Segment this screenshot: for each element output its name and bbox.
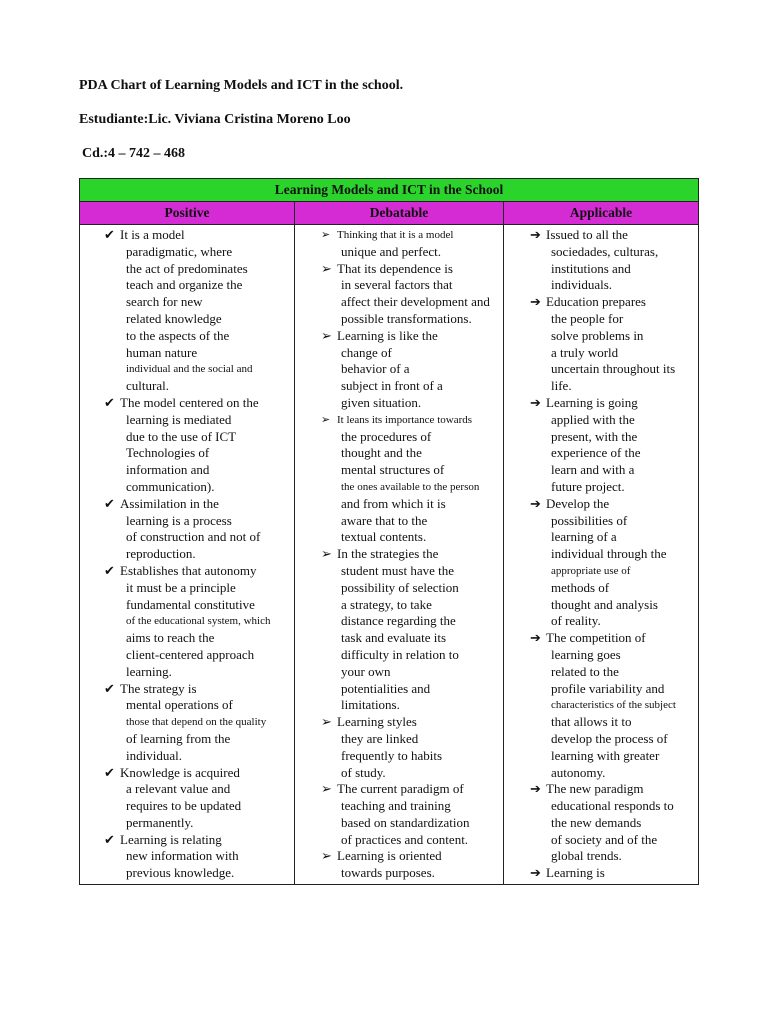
debatable-line-text: the ones available to the person [341, 480, 480, 493]
debatable-line-text: the procedures of [341, 428, 432, 444]
pda-chart-table [79, 178, 699, 885]
applicable-line-text: Education prepares [546, 294, 646, 310]
arrowhead-bullet-icon: ➢ [321, 260, 332, 276]
applicable-line [504, 563, 698, 580]
debatable-line-text: frequently to habits [341, 747, 443, 763]
arrow-bullet-icon: ➔ [530, 781, 541, 797]
debatable-line-text: given situation. [341, 394, 422, 410]
debatable-line-text: In the strategies the [337, 546, 439, 562]
positive-line [80, 848, 294, 865]
checkmark-icon: ✔ [104, 227, 115, 242]
positive-line [80, 865, 294, 882]
positive-line [80, 311, 294, 328]
positive-line-text: those that depend on the quality [126, 716, 267, 729]
positive-line-text: it must be a principle [126, 579, 236, 595]
debatable-line-text: possibility of selection [341, 579, 459, 595]
positive-line [80, 714, 294, 731]
applicable-line-text: Learning is [546, 865, 605, 881]
applicable-line [504, 714, 698, 731]
debatable-line-text: distance regarding the [341, 613, 456, 629]
positive-line [80, 664, 294, 681]
positive-line [80, 748, 294, 765]
debatable-line [295, 731, 503, 748]
debatable-line-text: your own [341, 663, 391, 679]
applicable-line-text: learning with greater [551, 747, 660, 763]
applicable-line [504, 848, 698, 865]
debatable-line [295, 664, 503, 681]
debatable-line [295, 647, 503, 664]
debatable-line-text: student must have the [341, 562, 455, 578]
applicable-list [504, 225, 698, 884]
debatable-line [295, 345, 503, 362]
positive-line [80, 798, 294, 815]
positive-line [80, 697, 294, 714]
positive-line [80, 412, 294, 429]
applicable-line-text: appropriate use of [551, 564, 631, 577]
positive-line-text: information and [126, 462, 210, 478]
positive-line-text: fundamental constitutive [126, 596, 255, 612]
arrowhead-bullet-icon: ➢ [321, 714, 332, 730]
positive-line [80, 244, 294, 261]
arrowhead-bullet-icon: ➢ [321, 848, 332, 864]
positive-line-text: It is a model [120, 227, 185, 242]
applicable-line-text: of society and of the [551, 831, 658, 847]
debatable-line-text: in several factors that [341, 277, 453, 293]
positive-line-text: previous knowledge. [126, 865, 235, 881]
positive-line [80, 462, 294, 479]
applicable-line [504, 664, 698, 681]
applicable-line [504, 580, 698, 597]
debatable-line-text: Thinking that it is a model [337, 229, 454, 241]
debatable-line-text: That its dependence is [337, 260, 453, 276]
positive-line [80, 361, 294, 378]
applicable-line-text: thought and analysis [551, 596, 658, 612]
debatable-line [295, 445, 503, 462]
positive-line [80, 227, 294, 244]
applicable-line [504, 361, 698, 378]
positive-line [80, 765, 294, 782]
positive-line-text: aims to reach the [126, 630, 215, 646]
applicable-line [504, 244, 698, 261]
debatable-line [295, 613, 503, 630]
debatable-line [295, 462, 503, 479]
applicable-cell [504, 225, 699, 885]
arrowhead-bullet-icon: ➢ [321, 413, 331, 426]
arrow-bullet-icon: ➔ [530, 630, 541, 646]
applicable-line [504, 529, 698, 546]
debatable-line [295, 848, 503, 865]
applicable-line-text: related to the [551, 663, 619, 679]
applicable-line-text: Develop the [546, 495, 610, 511]
arrowhead-bullet-icon: ➢ [321, 229, 331, 241]
positive-line-text: Knowledge is acquired [120, 764, 240, 780]
debatable-line [295, 277, 503, 294]
arrow-bullet-icon: ➔ [530, 394, 541, 410]
positive-line [80, 563, 294, 580]
positive-line-text: related knowledge [126, 310, 222, 326]
debatable-line [295, 479, 503, 496]
positive-line-text: reproduction. [126, 546, 196, 562]
positive-line [80, 261, 294, 278]
positive-line-text: individual and the social and [126, 363, 253, 376]
applicable-line-text: learn and with a [551, 462, 635, 478]
debatable-line-text: textual contents. [341, 529, 427, 545]
applicable-line-text: profile variability and [551, 680, 665, 696]
applicable-line [504, 429, 698, 446]
applicable-line-text: that allows it to [551, 714, 632, 730]
column-header-positive: Positive [80, 202, 295, 225]
applicable-line-text: future project. [551, 478, 625, 494]
applicable-line [504, 765, 698, 782]
checkmark-icon: ✔ [104, 394, 115, 410]
positive-line [80, 513, 294, 530]
applicable-line [504, 345, 698, 362]
applicable-line-text: uncertain throughout its [551, 361, 676, 377]
positive-line [80, 681, 294, 698]
debatable-line-text: mental structures of [341, 462, 445, 478]
debatable-line [295, 765, 503, 782]
positive-line-text: a relevant value and [126, 781, 231, 797]
debatable-line-text: Learning is like the [337, 327, 438, 343]
applicable-line-text: applied with the [551, 411, 635, 427]
positive-line [80, 580, 294, 597]
debatable-line [295, 714, 503, 731]
arrowhead-bullet-icon: ➢ [321, 327, 332, 343]
applicable-line-text: solve problems in [551, 327, 644, 343]
debatable-line-text: based on standardization [341, 814, 470, 830]
debatable-line [295, 496, 503, 513]
debatable-line-text: towards purposes. [341, 865, 435, 881]
applicable-line [504, 865, 698, 882]
debatable-line-text: potentialities and [341, 680, 431, 696]
positive-line [80, 496, 294, 513]
debatable-line [295, 244, 503, 261]
debatable-line-text: Learning styles [337, 714, 417, 730]
positive-line-text: mental operations of [126, 697, 233, 713]
positive-line [80, 815, 294, 832]
debatable-line-text: possible transformations. [341, 310, 472, 326]
positive-line [80, 277, 294, 294]
positive-line-text: of learning from the [126, 730, 231, 746]
positive-list [80, 225, 294, 884]
applicable-line [504, 697, 698, 714]
positive-line-text: teach and organize the [126, 277, 243, 293]
debatable-line [295, 681, 503, 698]
applicable-line-text: autonomy. [551, 764, 606, 780]
student-name: Estudiante:Lic. Viviana Cristina Moreno Loo [79, 112, 351, 127]
debatable-line [295, 227, 503, 244]
debatable-line-text: change of [341, 344, 392, 360]
checkmark-icon: ✔ [104, 831, 115, 847]
applicable-line-text: Issued to all the [546, 227, 628, 242]
applicable-line [504, 681, 698, 698]
positive-line [80, 597, 294, 614]
applicable-line [504, 261, 698, 278]
applicable-line-text: individual through the [551, 546, 667, 562]
positive-line-text: individual. [126, 747, 182, 763]
positive-line-text: learning is a process [126, 512, 232, 528]
applicable-line [504, 597, 698, 614]
positive-line [80, 378, 294, 395]
debatable-line-text: and from which it is [341, 495, 446, 511]
arrow-bullet-icon: ➔ [530, 227, 541, 242]
debatable-line [295, 294, 503, 311]
applicable-line [504, 328, 698, 345]
applicable-line-text: methods of [551, 579, 610, 595]
applicable-line [504, 277, 698, 294]
applicable-line [504, 748, 698, 765]
checkmark-icon: ✔ [104, 764, 115, 780]
arrowhead-bullet-icon: ➢ [321, 546, 332, 562]
arrowhead-bullet-icon: ➢ [321, 781, 332, 797]
applicable-line-text: possibilities of [551, 512, 628, 528]
debatable-line-text: affect their development and [341, 294, 490, 310]
debatable-line-text: of practices and content. [341, 831, 469, 847]
positive-line-text: Establishes that autonomy [120, 562, 257, 578]
applicable-line [504, 546, 698, 563]
debatable-cell [295, 225, 504, 885]
positive-line [80, 328, 294, 345]
debatable-line-text: aware that to the [341, 512, 428, 528]
positive-line-text: communication). [126, 478, 215, 494]
applicable-line [504, 445, 698, 462]
debatable-line-text: difficulty in relation to [341, 646, 459, 662]
checkmark-icon: ✔ [104, 680, 115, 696]
arrow-bullet-icon: ➔ [530, 294, 541, 310]
applicable-line [504, 395, 698, 412]
positive-line-text: of construction and not of [126, 529, 261, 545]
applicable-line-text: learning goes [551, 646, 621, 662]
applicable-line [504, 781, 698, 798]
positive-line-text: due to the use of ICT [126, 428, 237, 444]
applicable-line [504, 513, 698, 530]
positive-line [80, 529, 294, 546]
debatable-line-text: limitations. [341, 697, 400, 713]
applicable-line [504, 227, 698, 244]
debatable-line [295, 597, 503, 614]
positive-line-text: the act of predominates [126, 260, 248, 276]
applicable-line-text: Learning is going [546, 394, 638, 410]
positive-line [80, 445, 294, 462]
applicable-line-text: the people for [551, 310, 624, 326]
debatable-line-text: thought and the [341, 445, 422, 461]
debatable-line [295, 798, 503, 815]
positive-line-text: requires to be updated [126, 798, 242, 814]
debatable-line [295, 311, 503, 328]
applicable-line-text: The new paradigm [546, 781, 644, 797]
document-title: PDA Chart of Learning Models and ICT in the school. [79, 78, 404, 93]
positive-line [80, 630, 294, 647]
debatable-line [295, 781, 503, 798]
table-title: Learning Models and ICT in the School [80, 179, 699, 202]
positive-line [80, 781, 294, 798]
applicable-line-text: experience of the [551, 445, 641, 461]
applicable-line-text: institutions and [551, 260, 631, 276]
positive-line [80, 832, 294, 849]
debatable-line [295, 412, 503, 429]
applicable-line [504, 798, 698, 815]
positive-line-text: to the aspects of the [126, 327, 230, 343]
applicable-line-text: individuals. [551, 277, 613, 293]
debatable-line-text: of study. [341, 764, 386, 780]
applicable-line-text: learning of a [551, 529, 617, 545]
applicable-line-text: of reality. [551, 613, 601, 629]
column-header-debatable: Debatable [295, 202, 504, 225]
debatable-line [295, 361, 503, 378]
positive-line-text: Technologies of [126, 445, 210, 461]
applicable-line [504, 647, 698, 664]
debatable-line [295, 429, 503, 446]
positive-line-text: search for new [126, 294, 203, 310]
debatable-line [295, 630, 503, 647]
debatable-line [295, 378, 503, 395]
debatable-line [295, 815, 503, 832]
debatable-line [295, 513, 503, 530]
debatable-line-text: unique and perfect. [341, 243, 441, 259]
positive-cell [80, 225, 295, 885]
positive-line [80, 546, 294, 563]
arrow-bullet-icon: ➔ [530, 865, 541, 881]
column-header-applicable: Applicable [504, 202, 699, 225]
positive-line-text: permanently. [126, 814, 194, 830]
applicable-line [504, 613, 698, 630]
debatable-line [295, 395, 503, 412]
positive-line [80, 294, 294, 311]
applicable-line [504, 731, 698, 748]
positive-line [80, 395, 294, 412]
debatable-line [295, 261, 503, 278]
positive-line [80, 647, 294, 664]
applicable-line [504, 462, 698, 479]
positive-line-text: paradigmatic, where [126, 243, 233, 259]
applicable-line-text: develop the process of [551, 730, 668, 746]
applicable-line-text: the new demands [551, 814, 642, 830]
debatable-line-text: they are linked [341, 730, 419, 746]
debatable-line [295, 546, 503, 563]
applicable-line [504, 479, 698, 496]
student-id: Cd.:4 – 742 – 468 [82, 146, 186, 161]
applicable-line-text: educational responds to [551, 798, 674, 814]
debatable-list [295, 225, 503, 884]
applicable-line-text: sociedades, culturas, [551, 243, 659, 259]
positive-line [80, 429, 294, 446]
debatable-line [295, 697, 503, 714]
debatable-line-text: It leans its importance towards [337, 413, 473, 426]
debatable-line [295, 563, 503, 580]
positive-line-text: client-centered approach [126, 646, 255, 662]
positive-line-text: Assimilation in the [120, 495, 219, 511]
applicable-line [504, 630, 698, 647]
checkmark-icon: ✔ [104, 495, 115, 511]
positive-line-text: learning is mediated [126, 411, 232, 427]
applicable-line [504, 311, 698, 328]
debatable-line-text: a strategy, to take [341, 596, 432, 612]
positive-line-text: The model centered on the [120, 394, 259, 410]
applicable-line-text: life. [551, 378, 572, 394]
applicable-line [504, 832, 698, 849]
positive-line-text: of the educational system, which [126, 615, 271, 628]
positive-line [80, 345, 294, 362]
debatable-line [295, 832, 503, 849]
debatable-line-text: teaching and training [341, 798, 451, 814]
applicable-line [504, 496, 698, 513]
positive-line [80, 613, 294, 630]
positive-line-text: new information with [126, 848, 239, 864]
applicable-line-text: The competition of [546, 630, 646, 646]
positive-line-text: human nature [126, 344, 198, 360]
positive-line-text: cultural. [126, 378, 169, 394]
positive-line [80, 479, 294, 496]
positive-line [80, 731, 294, 748]
debatable-line-text: The current paradigm of [337, 781, 464, 797]
debatable-line [295, 328, 503, 345]
applicable-line-text: characteristics of the subject [551, 699, 676, 712]
debatable-line-text: Learning is oriented [337, 848, 442, 864]
positive-line-text: Learning is relating [120, 831, 222, 847]
debatable-line [295, 748, 503, 765]
applicable-line [504, 294, 698, 311]
applicable-line [504, 815, 698, 832]
positive-line-text: The strategy is [120, 680, 197, 696]
applicable-line [504, 378, 698, 395]
positive-line-text: learning. [126, 663, 172, 679]
debatable-line-text: behavior of a [341, 361, 410, 377]
debatable-line [295, 580, 503, 597]
applicable-line-text: present, with the [551, 428, 638, 444]
applicable-line-text: global trends. [551, 848, 622, 864]
applicable-line [504, 412, 698, 429]
checkmark-icon: ✔ [104, 562, 115, 578]
arrow-bullet-icon: ➔ [530, 495, 541, 511]
debatable-line [295, 529, 503, 546]
debatable-line-text: subject in front of a [341, 378, 443, 394]
debatable-line-text: task and evaluate its [341, 630, 447, 646]
applicable-line-text: a truly world [551, 344, 619, 360]
debatable-line [295, 865, 503, 882]
